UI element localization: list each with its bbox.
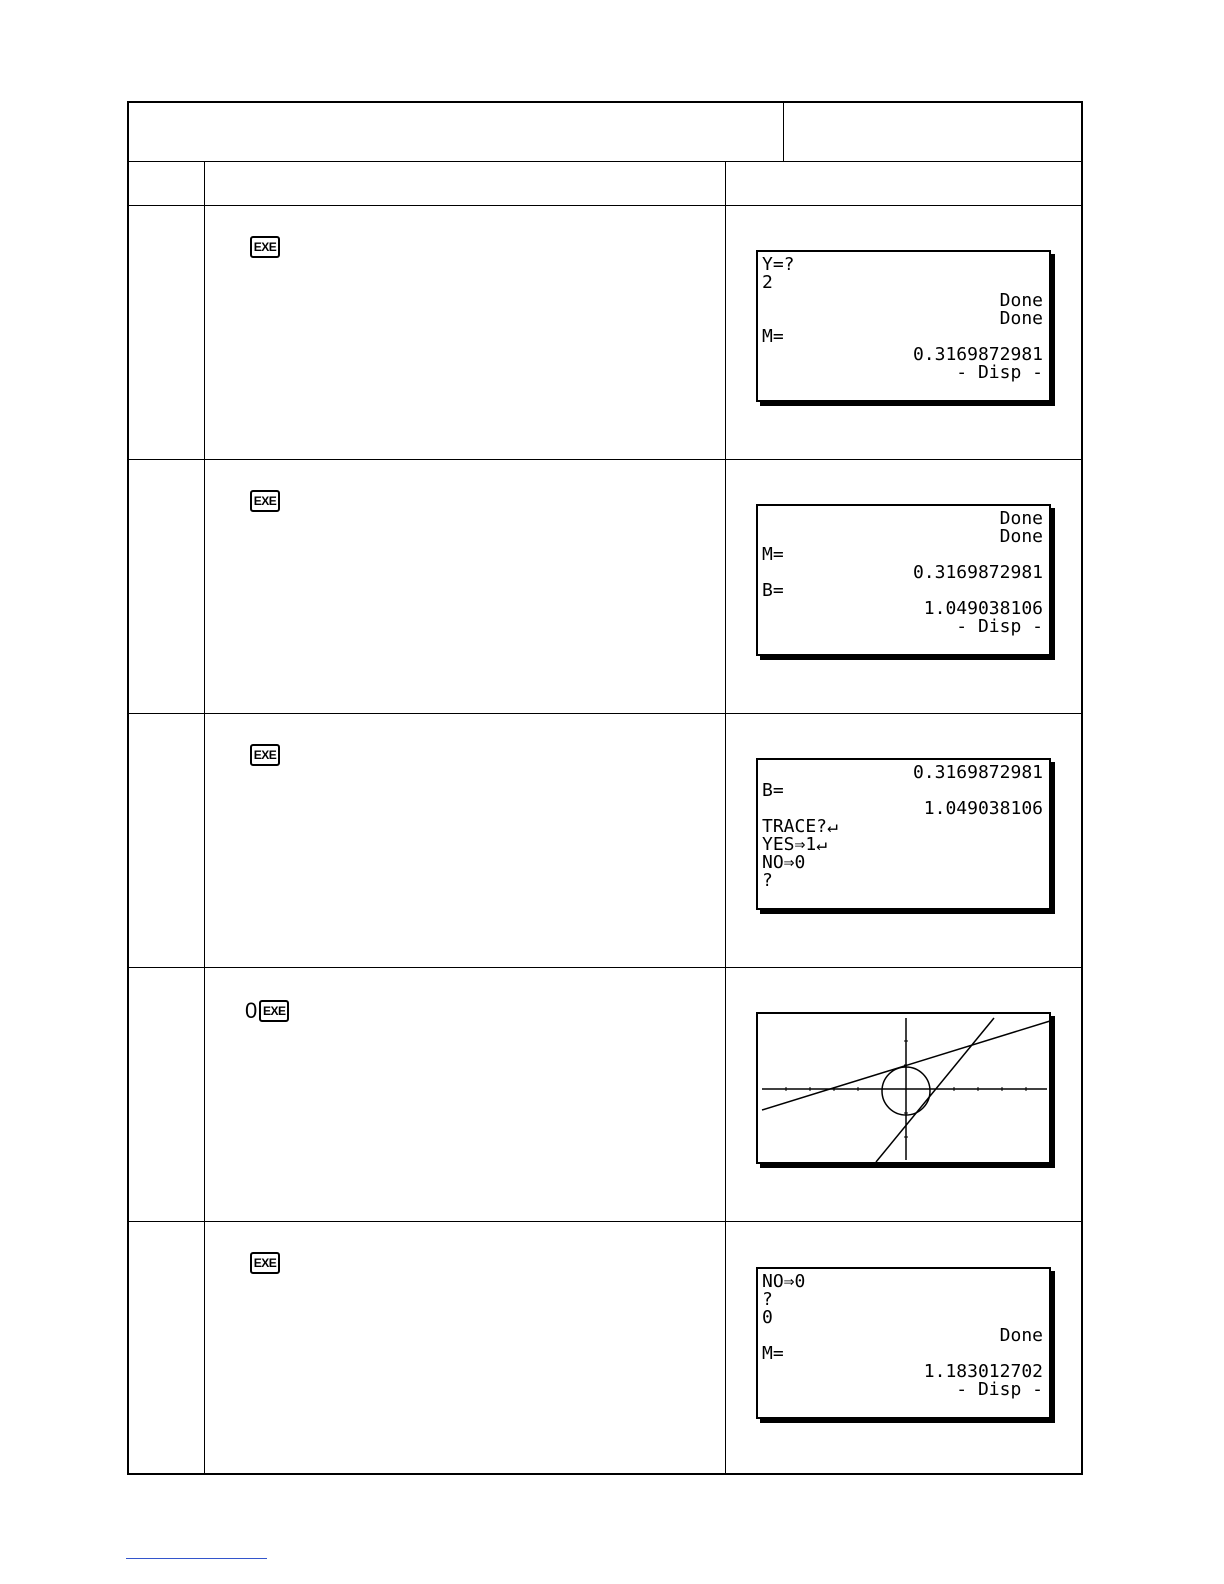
screen-line: Y=? <box>762 254 795 275</box>
screen-line: 0.3169872981 <box>912 344 1043 365</box>
screen-line: 1.049038106 <box>923 798 1043 819</box>
step-column-divider <box>204 161 205 1475</box>
screen-line: - Disp - <box>956 362 1043 383</box>
screen-line: Done <box>999 290 1043 311</box>
screen-column-divider <box>725 161 726 1475</box>
row-divider <box>129 967 1081 968</box>
screen-line: B= <box>762 580 784 601</box>
header-divider <box>129 161 1081 162</box>
screen-line: ? <box>762 1289 773 1310</box>
keystroke-row-2 <box>250 490 280 512</box>
calculator-screen-2 <box>756 504 1051 656</box>
screen-line: 2 <box>762 272 773 293</box>
screen-line: TRACE?↵ <box>762 816 838 837</box>
footer-link-underline[interactable] <box>126 1558 267 1559</box>
calculator-screen-1 <box>756 250 1051 402</box>
screen-line: - Disp - <box>956 616 1043 637</box>
row-divider <box>129 459 1081 460</box>
screen-line: 0 <box>762 1307 773 1328</box>
screen-line: Done <box>999 308 1043 329</box>
screen-line: B= <box>762 780 784 801</box>
exe-key-icon: EXE <box>250 490 280 512</box>
row-divider <box>129 713 1081 714</box>
exe-key-icon: EXE <box>259 1000 289 1022</box>
column-header-divider <box>129 205 1081 206</box>
keystroke-row-1 <box>250 236 280 258</box>
screen-line: 1.049038106 <box>923 598 1043 619</box>
screen-line: 1.183012702 <box>923 1361 1043 1382</box>
keystroke-row-3 <box>250 744 280 766</box>
exe-key-icon: EXE <box>250 1252 280 1274</box>
calculator-graph-screen <box>756 1012 1051 1164</box>
screen-line: ? <box>762 870 773 891</box>
calculator-screen-5 <box>756 1267 1051 1419</box>
screen-line: 0.3169872981 <box>912 562 1043 583</box>
exe-key-icon: EXE <box>250 744 280 766</box>
row-divider <box>129 1221 1081 1222</box>
keystroke-row-5 <box>250 1252 280 1274</box>
graph-plot <box>758 1014 1049 1162</box>
screen-line: Done <box>999 1325 1043 1346</box>
screen-line: Done <box>999 526 1043 547</box>
screen-line: 0.3169872981 <box>912 762 1043 783</box>
screen-line: - Disp - <box>956 1379 1043 1400</box>
screen-line: Done <box>999 508 1043 529</box>
screen-line: M= <box>762 1343 784 1364</box>
tangent-line-steep <box>876 1018 994 1162</box>
digit-key: 0 <box>245 998 258 1023</box>
screen-line: NO⇒0 <box>762 1271 806 1292</box>
keystroke-row-4 <box>245 998 289 1024</box>
exe-key-icon: EXE <box>250 236 280 258</box>
screen-line: NO⇒0 <box>762 852 806 873</box>
screen-line: M= <box>762 544 784 565</box>
calculator-screen-3 <box>756 758 1051 910</box>
screen-line: YES⇒1↵ <box>762 834 828 855</box>
screen-line: M= <box>762 326 784 347</box>
header-column-divider <box>783 103 784 161</box>
